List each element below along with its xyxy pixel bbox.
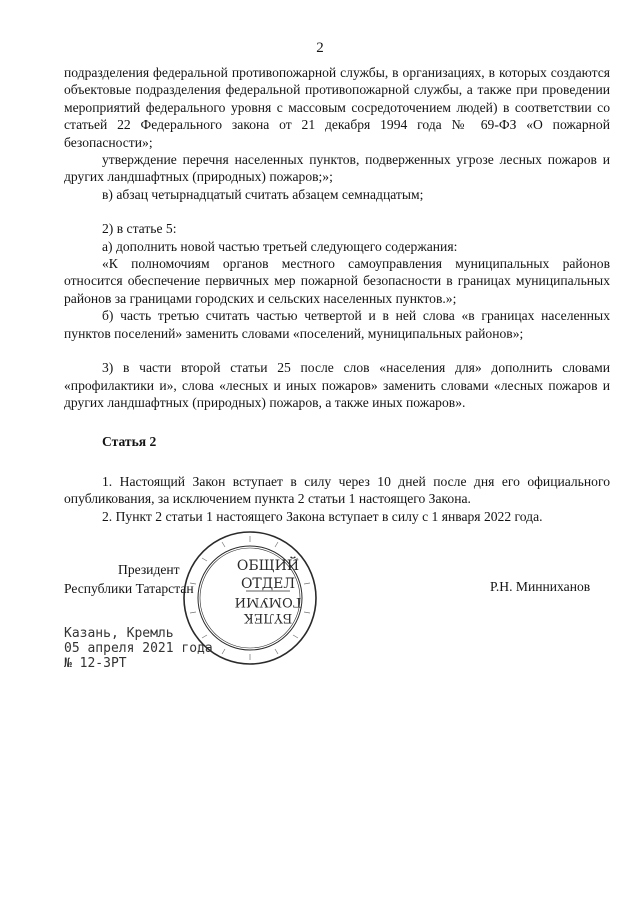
stamp-text: ОБЩИЙ: [236, 558, 300, 574]
paragraph: 2) в статье 5:: [102, 221, 177, 237]
footer-date: 05 апреля 2021 года: [64, 641, 213, 656]
document-footer: [64, 626, 213, 671]
stamp-text: ОТДЕЛ: [240, 576, 296, 592]
page-number: 2: [316, 40, 324, 56]
paragraph: подразделения федеральной противопожарной службы, в организациях, в которых создаются объектовые подразделения федеральной противопожарной службы, а также при проведении мероприятий федерального уровня с массовым сосредоточением людей) в соответствии со статьей 22 Федерального закона от 21 декабря 1994 года № 69-ФЗ «О пожарной безопасности»;: [64, 65, 610, 150]
signature-title-line1: Президент: [118, 562, 180, 577]
document-body: [64, 64, 610, 525]
paragraph: в) абзац четырнадцатый считать абзацем семнадцатым;: [102, 186, 424, 202]
stamp-text: ГОМУМИ: [234, 594, 302, 609]
signature-title-line2: Республики Татарстан: [64, 581, 194, 596]
article-heading: Статья 2: [102, 434, 157, 450]
paragraph: а) дополнить новой частью третьей следующего содержания:: [102, 238, 458, 254]
stamp-text: БҮЛЕК: [243, 610, 293, 625]
paragraph: б) часть третью считать частью четвертой и в ней слова «в границах населенных пунктов поселений» заменить словами «поселений, муниципальных районов»;: [64, 308, 610, 341]
signature-name: Р.Н. Минниханов: [490, 579, 591, 594]
signature-title: [64, 560, 194, 598]
paragraph: 1. Настоящий Закон вступает в силу через 10 дней после дня его официального опубликования, за исключением пункта 2 статьи 1 настоящего Закона.: [64, 473, 610, 507]
paragraph: утверждение перечня населенных пунктов, подверженных угрозе лесных пожаров и других ландшафтных (природных) пожаров;»;: [64, 152, 610, 185]
paragraph: «К полномочиям органов местного самоуправления муниципальных районов относится обеспечение первичных мер пожарной безопасности в границах муниципальных районов за границами городских и сельских населенных пунктов.»;: [64, 256, 610, 306]
footer-number: № 12-ЗРТ: [64, 656, 127, 671]
paragraph: 3) в части второй статьи 25 после слов «населения для» дополнить словами «профилактики и», слова «лесных и иных пожаров» заменить словами «лесных пожаров и других ландшафтных (природных) пожаров, а также иных пожаров».: [64, 360, 610, 410]
footer-place: Казань, Кремль: [64, 626, 174, 641]
paragraph: 2. Пункт 2 статьи 1 настоящего Закона вступает в силу с 1 января 2022 года.: [102, 508, 543, 524]
